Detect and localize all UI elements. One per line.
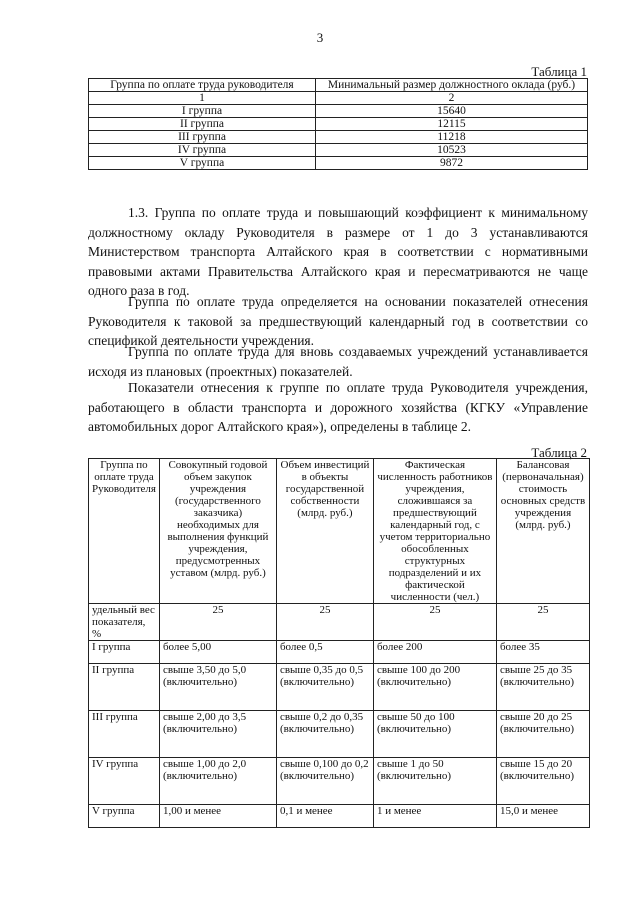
table2-cell: свыше 1,00 до 2,0 (включительно) <box>159 758 276 805</box>
table1-index-cell: 2 <box>316 92 588 105</box>
table2-cell: более 200 <box>373 641 496 664</box>
table2-weight-row <box>89 604 590 641</box>
table2-cell: более 5,00 <box>159 641 276 664</box>
table2-cell: более 0,5 <box>276 641 373 664</box>
table1-cell-salary: 12115 <box>316 118 588 131</box>
table1 <box>88 78 588 170</box>
paragraph: 1.3. Группа по оплате труда и повышающий коэффициент к минимальному должностному окладу Руководителя в размере от 1 до 3 устанавливаются Министерством транспорта Алтайского края в соответствии с нормативными правовыми актами Правительства Алтайского края и пересматриваются не чаще одного раза в год. <box>88 205 588 299</box>
table1-header-row <box>89 79 588 92</box>
table1-cell-salary: 10523 <box>316 144 588 157</box>
table2-caption: Таблица 2 <box>531 445 587 460</box>
table2-cell: свыше 15 до 20 (включительно) <box>496 758 589 805</box>
table2-header-row <box>89 459 590 604</box>
table1-cell-group: III группа <box>89 131 316 144</box>
table2-header-headcount: Фактическая численность работников учреждения, сложившаяся за предшествующий календарный год, с учетом территориально обособленных структурных подразделений и их фактической численности (чел.) <box>373 459 496 604</box>
table2-cell: более 35 <box>496 641 589 664</box>
table-row <box>89 131 588 144</box>
paragraph: Показатели отнесения к группе по оплате труда Руководителя учреждения, работающего в области транспорта и дорожного хозяйства (КГКУ «Управление автомобильных дорог Алтайского края»), определены в таблице 2. <box>88 380 588 435</box>
table2-cell: свыше 0,2 до 0,35 (включительно) <box>276 711 373 758</box>
table-row <box>89 641 590 664</box>
table2-weight-cell: 25 <box>373 604 496 641</box>
table2-cell: свыше 0,100 до 0,2 (включительно) <box>276 758 373 805</box>
table1-header-salary: Минимальный размер должностного оклада (руб.) <box>316 79 588 92</box>
table2-cell: свыше 50 до 100 (включительно) <box>373 711 496 758</box>
table2-cell: свыше 1 до 50 (включительно) <box>373 758 496 805</box>
table2-cell-group: IV группа <box>89 758 160 805</box>
table2-weight-cell: 25 <box>159 604 276 641</box>
table-row <box>89 105 588 118</box>
table2-cell-group: II группа <box>89 664 160 711</box>
table2-weight-cell: 25 <box>276 604 373 641</box>
table2-cell-group: V группа <box>89 805 160 828</box>
table2-cell: 15,0 и менее <box>496 805 589 828</box>
table-row <box>89 711 590 758</box>
table2-cell: 1,00 и менее <box>159 805 276 828</box>
table1-cell-salary: 9872 <box>316 157 588 170</box>
table1-index-row <box>89 92 588 105</box>
table-row <box>89 758 590 805</box>
table2-cell: свыше 3,50 до 5,0 (включительно) <box>159 664 276 711</box>
table2-cell: 1 и менее <box>373 805 496 828</box>
table1-cell-group: II группа <box>89 118 316 131</box>
table2-cell: свыше 2,00 до 3,5 (включительно) <box>159 711 276 758</box>
table2-cell: свыше 0,35 до 0,5 (включительно) <box>276 664 373 711</box>
table2-weight-label: удельный вес показателя, % <box>89 604 160 641</box>
table2-cell-group: III группа <box>89 711 160 758</box>
table-row <box>89 664 590 711</box>
table1-cell-group: IV группа <box>89 144 316 157</box>
table2-cell: свыше 25 до 35 (включительно) <box>496 664 589 711</box>
table-row <box>89 118 588 131</box>
table1-header-group: Группа по оплате труда руководителя <box>89 79 316 92</box>
table2-header-group: Группа по оплате труда Руководителя <box>89 459 160 604</box>
table-row <box>89 157 588 170</box>
table1-cell-salary: 15640 <box>316 105 588 118</box>
table2-weight-cell: 25 <box>496 604 589 641</box>
table1-caption: Таблица 1 <box>531 64 587 79</box>
table1-cell-salary: 11218 <box>316 131 588 144</box>
table1-cell-group: V группа <box>89 157 316 170</box>
table2-cell: свыше 20 до 25 (включительно) <box>496 711 589 758</box>
table2 <box>88 458 590 828</box>
table2-cell: 0,1 и менее <box>276 805 373 828</box>
paragraph: Группа по оплате труда для вновь создаваемых учреждений устанавливается исходя из плановых (проектных) показателей. <box>88 344 588 379</box>
table2-header-investment: Объем инвестиций в объекты государственной собственности (млрд. руб.) <box>276 459 373 604</box>
table1-cell-group: I группа <box>89 105 316 118</box>
table-row <box>89 144 588 157</box>
table2-cell-group: I группа <box>89 641 160 664</box>
page-number: 3 <box>316 30 324 45</box>
table1-index-cell: 1 <box>89 92 316 105</box>
paragraph: Группа по оплате труда определяется на основании показателей отнесения Руководителя к таковой за предшествующий календарный год в соответствии со спецификой деятельности учреждения. <box>88 294 588 349</box>
table-row <box>89 805 590 828</box>
table2-cell: свыше 100 до 200 (включительно) <box>373 664 496 711</box>
table2-header-assets: Балансовая (первоначальная) стоимость основных средств учреждения (млрд. руб.) <box>496 459 589 604</box>
table2-header-procurement: Совокупный годовой объем закупок учреждения (государственного заказчика) необходимых для выполнения функций учреждения, предусмотренных уставом (млрд. руб.) <box>159 459 276 604</box>
